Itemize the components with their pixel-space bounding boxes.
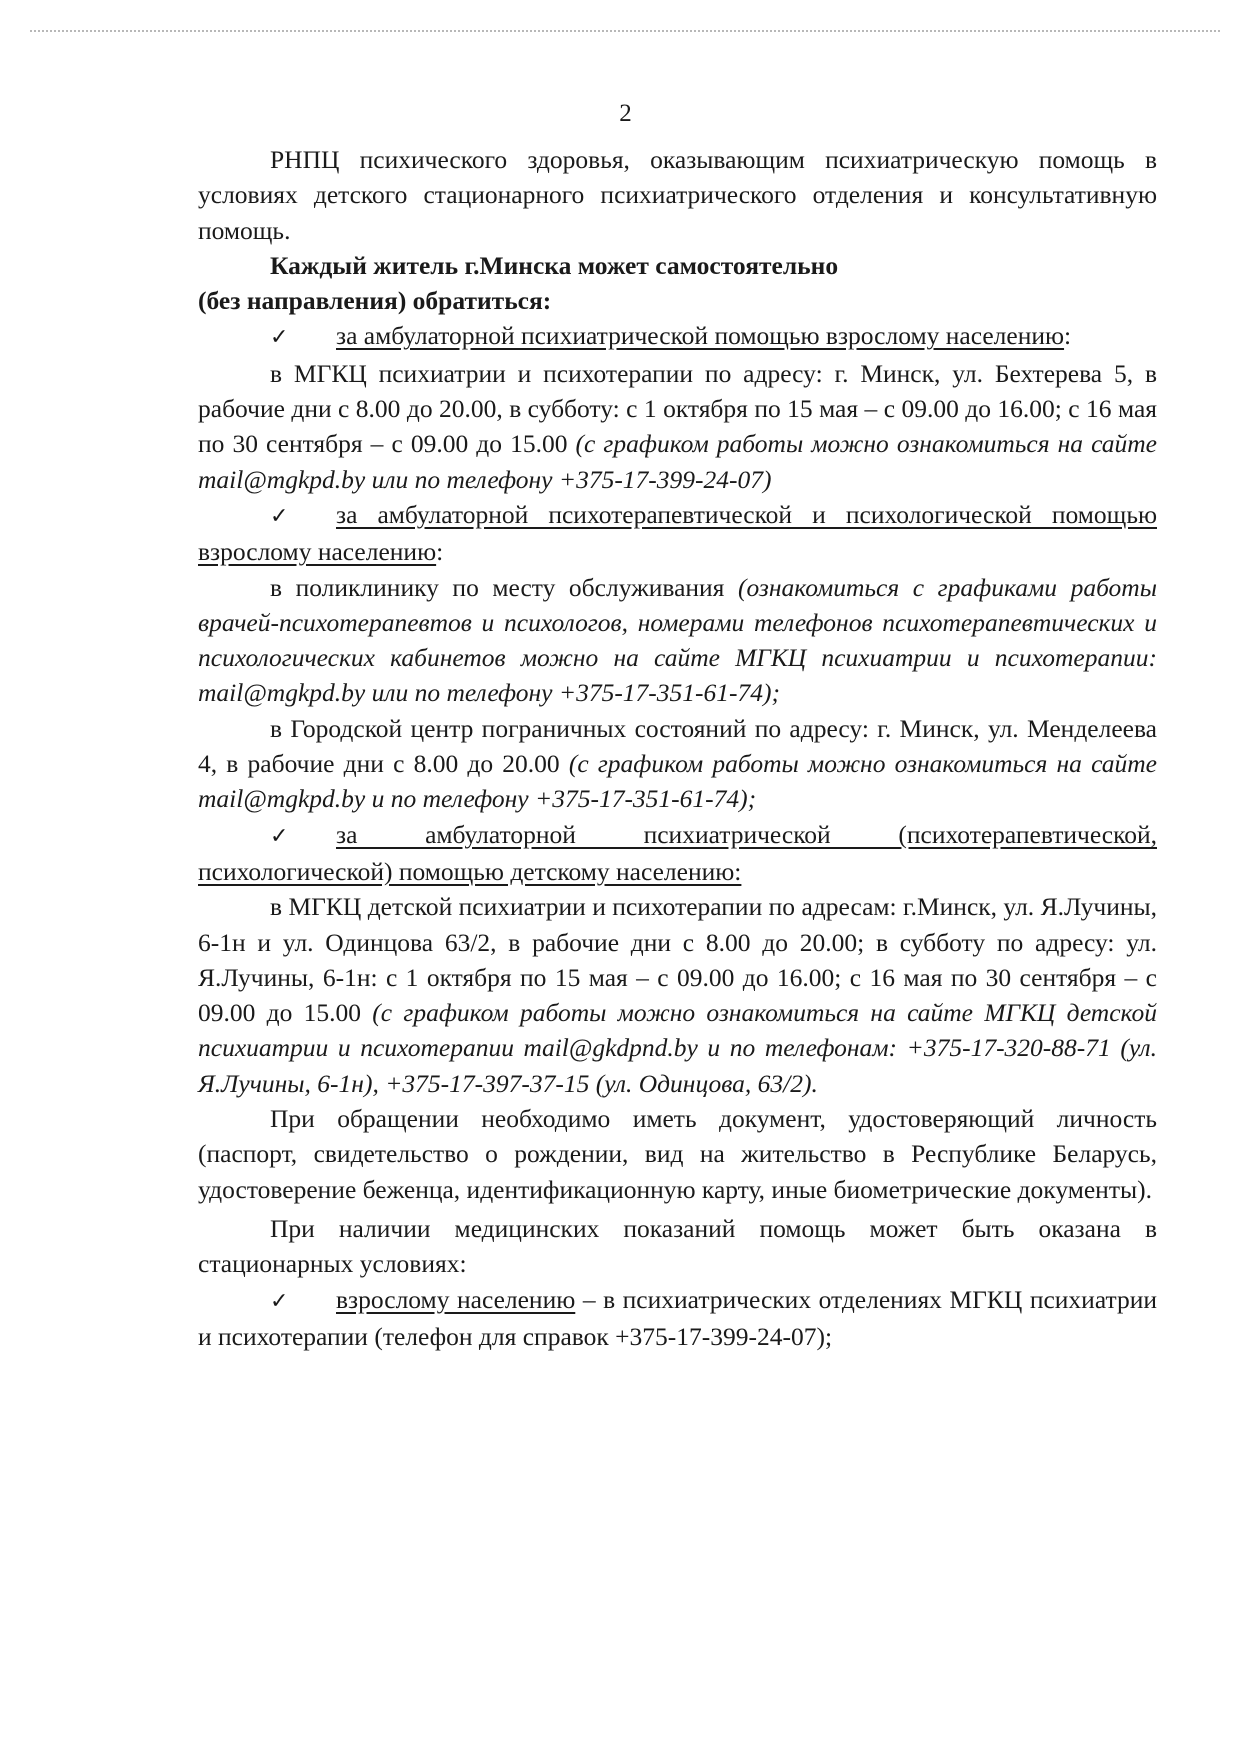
- section-3-title: [198, 817, 1157, 890]
- section-1-title-suffix: :: [1064, 321, 1072, 351]
- section-2-paragraph-2: [198, 711, 1157, 817]
- documents-paragraph: При обращении необходимо иметь документ, удостоверяющий личность (паспорт, свидетельство о рождении, вид на жительство в Республике Беларусь, удостоверение беженца, идентификационную карту, иные биометрические документы).: [198, 1104, 1157, 1204]
- intro-paragraph: РНПЦ психического здоровья, оказывающим психиатрическую помощь в условиях детского стационарного психиатрического отделения и консультативную помощь.: [198, 145, 1157, 245]
- page-number: 2: [619, 100, 632, 127]
- section-3-paragraph: [198, 889, 1157, 1101]
- heading-line-2: (без направления) обратиться:: [198, 286, 552, 316]
- section-2-text-1-italic: (ознакомиться с графиками работы врачей-психотерапевтов и психологов, номерами телефонов психотерапевтических и психологических кабинетов можно на сайте МГКЦ психиатрии и психотерапии: mail@mgkpd.by или по телефону +375-17-351-61-74);: [198, 572, 1157, 708]
- section-1-title: [198, 318, 1157, 355]
- scan-artifact-line: [30, 30, 1220, 34]
- section-3-text-italic: (с графиком работы можно ознакомиться на сайте МГКЦ детской психиатрии и психотерапии mail@gkdpnd.by и по телефонам: +375-17-320-88-71 (ул. Я.Лучины, 6-1н), +375-17-397-37-15 (ул. Одинцова, 63/2).: [198, 998, 1157, 1098]
- section-2-text-2: в Городской центр пограничных состояний по адресу: г. Минск, ул. Менделеева 4, в рабочие дни с 8.00 до 20.00: [198, 713, 1157, 779]
- document-body: [198, 142, 1157, 1354]
- section-1-text: в МГКЦ психиатрии и психотерапии по адресу: г. Минск, ул. Бехтерева 5, в рабочие дни с 8.00 до 20.00, в субботу: с 1 октября по 15 мая – с 09.00 до 16.00; с 16 мая по 30 сентября – с 09.00 до 15.00: [198, 358, 1157, 459]
- heading-line-1: Каждый житель г.Минска может самостоятельно: [270, 250, 839, 280]
- inpatient-paragraph: При наличии медицинских показаний помощь может быть оказана в стационарных условиях:: [198, 1213, 1157, 1279]
- checkmark-icon: ✓: [270, 325, 289, 351]
- checkmark-icon: ✓: [270, 503, 289, 529]
- section-3-title-text: за амбулаторной психиатрической (психотерапевтической, психологической) помощью детскому населению:: [198, 819, 1157, 886]
- section-2-title: [198, 497, 1157, 570]
- section-2-title-suffix: :: [436, 537, 444, 567]
- section-4-title-text: взрослому населению: [336, 1284, 576, 1314]
- section-1-title-text: за амбулаторной психиатрической помощью взрослому населению: [336, 321, 1065, 351]
- section-1-text-italic: (с графиком работы можно ознакомиться на сайте mail@mgkpd.by или по телефону +375-17-399-24-07): [198, 429, 1157, 494]
- section-4-text: – в психиатрических отделениях МГКЦ психиатрии и психотерапии (телефон для справок +375-17-399-24-07);: [198, 1284, 1157, 1351]
- section-4-paragraph: [198, 1282, 1157, 1355]
- checkmark-icon: ✓: [270, 1288, 289, 1314]
- section-2-text-2-italic: (с графиком работы можно ознакомиться на сайте mail@mgkpd.by и по телефону +375-17-351-61-74);: [198, 749, 1157, 814]
- section-2-text-1: в поликлинику по месту обслуживания: [270, 572, 738, 602]
- section-3-text: в МГКЦ детской психиатрии и психотерапии по адресам: г.Минск, ул. Я.Лучины, 6-1н и ул. Одинцова 63/2, в рабочие дни с 8.00 до 20.00; в субботу по адресу: ул. Я.Лучины, 6-1н: с 1 октября по 15 мая – с 09.00 до 16.00; с 16 мая по 30 сентября – с 09.00 до 15.00: [198, 892, 1157, 1028]
- section-1-paragraph: [198, 356, 1157, 497]
- section-2-paragraph-1: [198, 570, 1157, 711]
- checkmark-icon: ✓: [270, 823, 289, 849]
- section-2-title-text: за амбулаторной психотерапевтической и психологической помощью взрослому населению: [198, 499, 1157, 567]
